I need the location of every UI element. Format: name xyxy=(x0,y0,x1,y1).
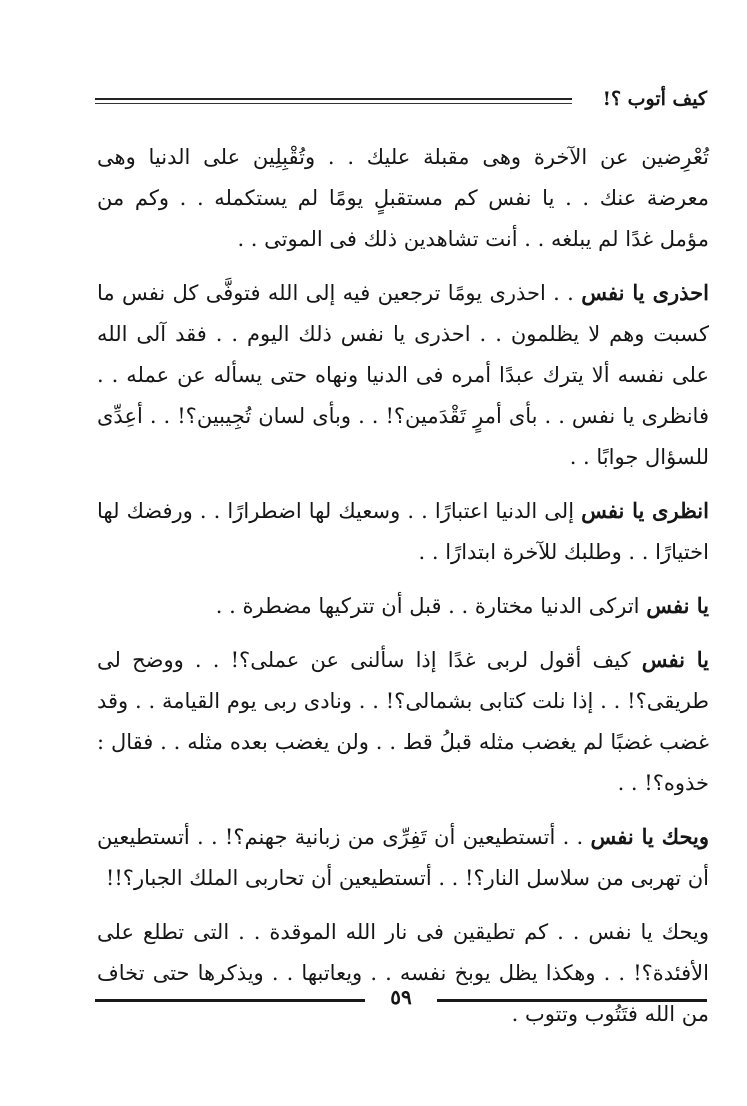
paragraph-lead: يا نفس xyxy=(646,593,709,618)
paragraph-5 xyxy=(97,639,709,804)
header-rule xyxy=(95,98,572,104)
paragraph-text: . . أتستطيعين أن تَفِرِّى من زبانية جهنم؟! . . أتستطيعين أن تهربى من سلاسل النار؟! . . أتستطيعين أن تحاربى الملك الجبار؟!! xyxy=(97,825,709,890)
paragraph-3 xyxy=(97,490,709,573)
header-rule-thick xyxy=(95,98,572,100)
page-body xyxy=(97,136,709,1047)
paragraph-lead: انظرى يا نفس xyxy=(581,498,709,523)
paragraph-7 xyxy=(97,911,709,1035)
paragraph-lead: احذرى يا نفس xyxy=(581,280,709,305)
paragraph-4 xyxy=(97,585,709,627)
footer-rule-right xyxy=(437,999,707,1002)
paragraph-lead: يا نفس xyxy=(641,647,709,672)
paragraph-text: . . احذرى يومًا ترجعين فيه إلى الله فتوفَّى كل نفس ما كسبت وهم لا يظلمون . . احذرى يا نفس ذلك اليوم . . فقد آلى الله على نفسه ألا يترك عبدًا أمره فى الدنيا ونهاه حتى يسأله عن عمله . . فانظرى يا نفس . . بأى أمرٍ تَقْدَمين؟! . . وبأى لسان تُجِيبين؟! . . أعِدِّى للسؤال جوابًا . . xyxy=(97,281,709,469)
header-rule-thin xyxy=(95,103,572,104)
page-header xyxy=(95,84,707,120)
paragraph-2 xyxy=(97,272,709,478)
paragraph-text: إلى الدنيا اعتبارًا . . وسعيك لها اضطرارًا . . ورفضك لها اختيارًا . . وطلبك للآخرة ابتدارًا . . xyxy=(97,499,709,564)
page-number: ٥٩ xyxy=(390,985,412,1009)
page-footer xyxy=(95,982,707,1012)
paragraph-1 xyxy=(97,136,709,260)
paragraph-text: كيف أقول لربى غدًا إذا سألنى عن عملى؟! . . ووضح لى طريقى؟! . . إذا نلت كتابى بشمالى؟! . . ونادى ربى يوم القيامة . . وقد غضب غضبًا لم يغضب مثله قبلُ قط . . ولن يغضب بعده مثله . . فقال : خذوه؟! . . xyxy=(97,648,709,795)
paragraph-lead: ويحك يا نفس xyxy=(590,824,709,849)
paragraph-text: اتركى الدنيا مختارة . . قبل أن تتركيها مضطرة . . xyxy=(215,594,647,618)
paragraph-text: تُعْرِضين عن الآخرة وهى مقبلة عليك . . وتُقْبِلِين على الدنيا وهى معرضة عنك . . يا نفس كم مستقبلٍ يومًا لم يستكمله . . وكم من مؤمل غدًا لم يبلغه . . أنت تشاهدين ذلك فى الموتى . . xyxy=(97,145,709,251)
paragraph-text: ويحك يا نفس . . كم تطيقين فى نار الله الموقدة . . التى تطلع على الأفئدة؟! . . وهكذا يظل يوبخ نفسه . . ويعاتبها . . ويذكرها حتى تخاف من الله فتَتُوب وتتوب . xyxy=(97,920,709,1026)
paragraph-6 xyxy=(97,816,709,899)
running-title: كيف أتوب ؟! xyxy=(602,88,707,110)
